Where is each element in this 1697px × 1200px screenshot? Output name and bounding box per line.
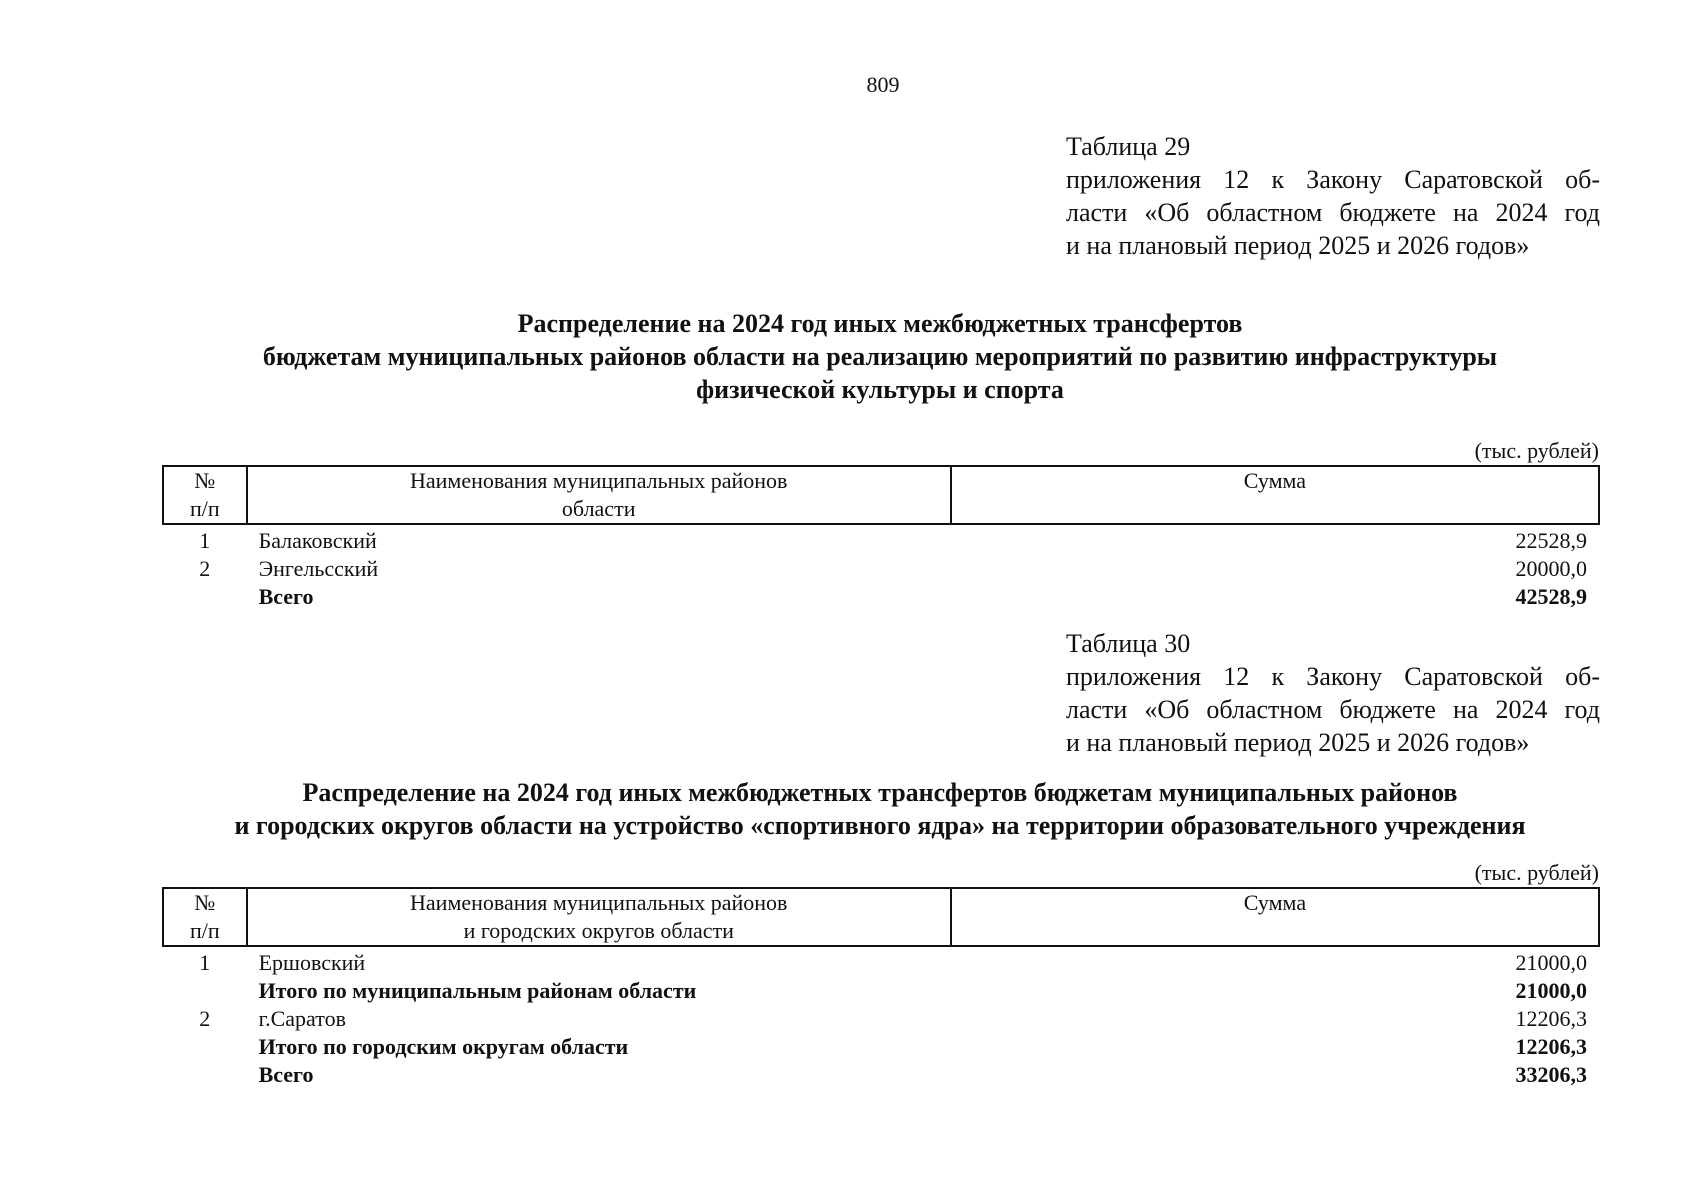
- header-name: [247, 466, 951, 524]
- row-sum: 12206,3: [1515, 1006, 1587, 1031]
- heading-line: Распределение на 2024 год иных межбюджетных трансфертов: [517, 309, 1243, 338]
- appendix-line: и на плановый период 2025 и 2026 годов»: [1066, 728, 1530, 757]
- table-row: [163, 524, 1599, 555]
- header-name: [247, 888, 951, 946]
- row-sum: 42528,9: [1515, 584, 1587, 609]
- header-num-line: №: [194, 468, 216, 493]
- row-name: Итого по городским округам области: [258, 1034, 629, 1059]
- appendix-table-30: [1066, 627, 1600, 759]
- units-label: (тыс. рублей): [1474, 438, 1599, 463]
- row-num: 2: [199, 1006, 211, 1031]
- header-sum: Сумма: [951, 888, 1599, 946]
- row-num: 1: [199, 528, 211, 553]
- heading-line: и городских округов области на устройство «спортивного ядра» на территории образовательного учреждения: [234, 811, 1526, 840]
- heading-line: бюджетам муниципальных районов области на реализацию мероприятий по развитию инфраструктуры: [262, 342, 1498, 371]
- heading-table-29: [160, 307, 1600, 406]
- appendix-table-29: [1066, 130, 1600, 262]
- row-name: Ершовский: [258, 950, 366, 975]
- header-sum: Сумма: [951, 466, 1599, 524]
- row-num: [163, 583, 247, 611]
- table-row-subtotal: [163, 977, 1599, 1005]
- appendix-line: приложения 12 к Закону Саратовской об-: [1066, 662, 1600, 691]
- header-num-line: п/п: [189, 496, 220, 521]
- heading-line: физической культуры и спорта: [696, 375, 1064, 404]
- row-name: Всего: [258, 584, 314, 609]
- row-name: Всего: [258, 1062, 314, 1087]
- header-name-line: Наименования муниципальных районов: [409, 468, 788, 493]
- units-label: (тыс. рублей): [1474, 860, 1599, 885]
- table-row: [163, 1005, 1599, 1033]
- row-name: Итого по муниципальным районам области: [258, 978, 697, 1003]
- row-name: Энгельсский: [258, 556, 379, 581]
- table-30: [162, 887, 1600, 1089]
- appendix-line: ласти «Об областном бюджете на 2024 год: [1066, 198, 1600, 227]
- table-header-row: [163, 466, 1599, 524]
- table-29: [162, 465, 1600, 611]
- header-name-line: Наименования муниципальных районов: [410, 890, 788, 915]
- row-name: г.Саратов: [258, 1006, 346, 1031]
- table-header-row: [163, 888, 1599, 946]
- appendix-line: приложения 12 к Закону Саратовской об-: [1066, 165, 1600, 194]
- header-num: [163, 888, 247, 946]
- appendix-line: ласти «Об областном бюджете на 2024 год: [1066, 695, 1600, 724]
- header-name-line: и городских округов области: [463, 918, 734, 943]
- row-sum: 12206,3: [1515, 1034, 1587, 1059]
- row-sum: 33206,3: [1515, 1062, 1587, 1087]
- table-row-total: [163, 583, 1599, 611]
- row-num: 1: [199, 950, 211, 975]
- heading-line: Распределение на 2024 год иных межбюджетных трансфертов бюджетам муниципальных районов: [302, 778, 1458, 807]
- table-row: [163, 555, 1599, 583]
- row-num: [163, 1033, 247, 1061]
- row-name: Балаковский: [258, 528, 377, 553]
- table-row-subtotal: [163, 1033, 1599, 1061]
- row-num: 2: [199, 556, 211, 581]
- page-number: 809: [866, 72, 900, 97]
- header-name-line: области: [561, 496, 636, 521]
- header-num: [163, 466, 247, 524]
- row-sum: 22528,9: [1515, 528, 1587, 553]
- appendix-title: Таблица 30: [1066, 629, 1191, 658]
- row-sum: 20000,0: [1515, 556, 1587, 581]
- table-row: [163, 946, 1599, 977]
- row-sum: 21000,0: [1515, 978, 1587, 1003]
- row-num: [163, 977, 247, 1005]
- appendix-line: и на плановый период 2025 и 2026 годов»: [1066, 231, 1530, 260]
- appendix-title: Таблица 29: [1066, 132, 1191, 161]
- row-num: [163, 1061, 247, 1089]
- heading-table-30: [160, 776, 1600, 842]
- header-num-line: №: [194, 890, 216, 915]
- header-num-line: п/п: [189, 918, 220, 943]
- row-sum: 21000,0: [1515, 950, 1587, 975]
- table-row-total: [163, 1061, 1599, 1089]
